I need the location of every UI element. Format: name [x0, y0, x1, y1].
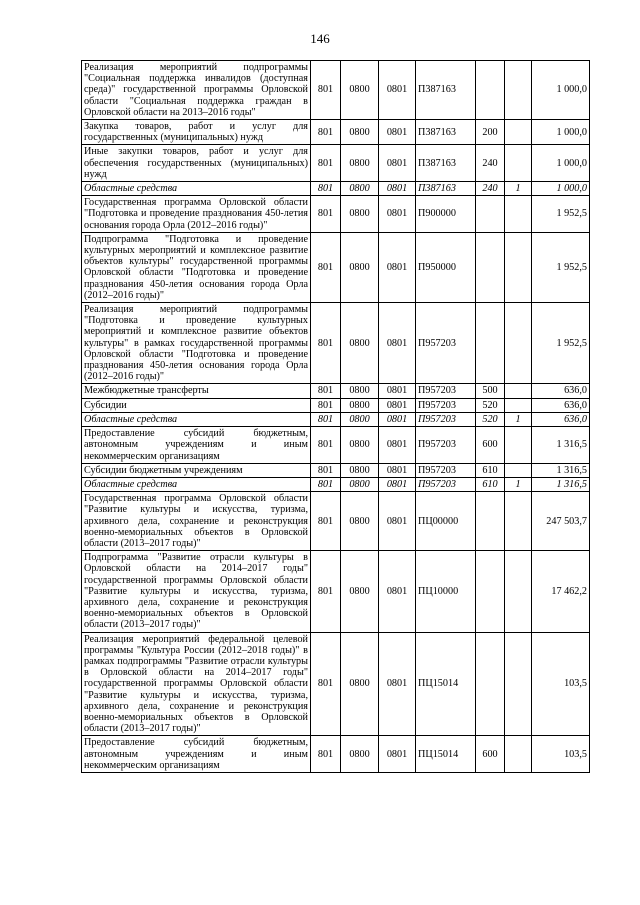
row-name: Закупка товаров, работ и услуг для государственных (муниципальных) нужд	[82, 120, 311, 145]
row-target-article: ПЦ15014	[416, 632, 476, 736]
row-funding-source: 1	[505, 412, 532, 426]
row-name: Областные средства	[82, 412, 311, 426]
row-subsection-code: 0801	[379, 398, 416, 412]
row-amount: 636,0	[532, 398, 590, 412]
row-section-code: 0800	[341, 61, 379, 120]
row-ministry-code: 801	[311, 736, 341, 773]
row-ministry-code: 801	[311, 384, 341, 398]
row-ministry-code: 801	[311, 120, 341, 145]
row-name: Предоставление субсидий бюджетным, автономным учреждениям и иным некоммерческим организациям	[82, 427, 311, 464]
row-subsection-code: 0801	[379, 196, 416, 233]
row-expense-type: 600	[476, 427, 505, 464]
row-section-code: 0800	[341, 384, 379, 398]
row-expense-type: 240	[476, 182, 505, 196]
row-subsection-code: 0801	[379, 463, 416, 477]
row-funding-source	[505, 463, 532, 477]
row-subsection-code: 0801	[379, 303, 416, 384]
row-name: Подпрограмма "Развитие отрасли культуры в Орловской области на 2014–2017 годы" государственной программы Орловской области "Развитие культуры и искусства, туризма, архивного дела, сохранение и реконструкция военно-мемориальных объектов в Орловской области (2013–2017 годы)"	[82, 551, 311, 632]
row-name: Реализация мероприятий подпрограммы "Социальная поддержка инвалидов (доступная среда)" государственной программы Орловской области "Социальная поддержка граждан в Орловской области на 2013–2016 годы"	[82, 61, 311, 120]
row-expense-type	[476, 303, 505, 384]
row-expense-type: 500	[476, 384, 505, 398]
row-subsection-code: 0801	[379, 736, 416, 773]
row-section-code: 0800	[341, 412, 379, 426]
row-name: Реализация мероприятий федеральной целевой программы "Культура России (2012–2018 годы)" в рамках подпрограммы "Развитие отрасли культуры в Орловской области на 2014–2017 годы" государственной программы Орловской области "Развитие культуры и искусства, туризма, архивного дела, сохранение и реконструкция военно-мемориальных объектов в Орловской области (2013–2017 годы)"	[82, 632, 311, 736]
row-ministry-code: 801	[311, 463, 341, 477]
row-name: Государственная программа Орловской области "Развитие культуры и искусства, туризма, архивного дела, сохранение и реконструкция военно-мемориальных объектов в Орловской области (2013–2017 годы)"	[82, 492, 311, 551]
table-row	[82, 232, 590, 302]
row-subsection-code: 0801	[379, 427, 416, 464]
row-funding-source	[505, 232, 532, 302]
row-section-code: 0800	[341, 477, 379, 491]
row-section-code: 0800	[341, 196, 379, 233]
row-expense-type	[476, 61, 505, 120]
row-funding-source	[505, 145, 532, 182]
row-name: Предоставление субсидий бюджетным, автономным учреждениям и иным некоммерческим организациям	[82, 736, 311, 773]
row-target-article: ПЦ10000	[416, 551, 476, 632]
row-amount: 636,0	[532, 384, 590, 398]
row-name: Субсидии	[82, 398, 311, 412]
row-amount: 1 952,5	[532, 303, 590, 384]
row-amount: 1 000,0	[532, 145, 590, 182]
row-amount: 247 503,7	[532, 492, 590, 551]
row-target-article: ПЦ15014	[416, 736, 476, 773]
row-ministry-code: 801	[311, 303, 341, 384]
row-amount: 1 316,5	[532, 463, 590, 477]
row-target-article: П387163	[416, 120, 476, 145]
row-subsection-code: 0801	[379, 145, 416, 182]
row-section-code: 0800	[341, 182, 379, 196]
row-subsection-code: 0801	[379, 492, 416, 551]
row-amount: 636,0	[532, 412, 590, 426]
row-expense-type	[476, 196, 505, 233]
row-name: Государственная программа Орловской области "Подготовка и проведение празднования 450-летия основания города Орла (2012–2016 годы)"	[82, 196, 311, 233]
row-ministry-code: 801	[311, 632, 341, 736]
table-row	[82, 61, 590, 120]
row-section-code: 0800	[341, 303, 379, 384]
row-expense-type: 520	[476, 398, 505, 412]
row-section-code: 0800	[341, 398, 379, 412]
row-subsection-code: 0801	[379, 120, 416, 145]
row-subsection-code: 0801	[379, 232, 416, 302]
row-ministry-code: 801	[311, 477, 341, 491]
row-name: Областные средства	[82, 182, 311, 196]
table-row	[82, 632, 590, 736]
row-name: Субсидии бюджетным учреждениям	[82, 463, 311, 477]
row-expense-type: 610	[476, 477, 505, 491]
row-amount: 1 000,0	[532, 182, 590, 196]
table-row	[82, 120, 590, 145]
row-funding-source	[505, 736, 532, 773]
row-target-article: П957203	[416, 412, 476, 426]
row-section-code: 0800	[341, 492, 379, 551]
row-ministry-code: 801	[311, 492, 341, 551]
row-name: Реализация мероприятий подпрограммы "Подготовка и проведение культурных мероприятий и комплексное развитие объектов культуры" в рамках государственной программы Орловской области "Подготовка и проведение празднования 450-летия основания города Орла (2012–2016 годы)"	[82, 303, 311, 384]
row-target-article: П387163	[416, 182, 476, 196]
row-target-article: П950000	[416, 232, 476, 302]
row-section-code: 0800	[341, 736, 379, 773]
table-row	[82, 427, 590, 464]
row-target-article: П957203	[416, 398, 476, 412]
budget-table	[81, 60, 590, 773]
row-ministry-code: 801	[311, 232, 341, 302]
row-target-article: ПЦ00000	[416, 492, 476, 551]
row-expense-type	[476, 632, 505, 736]
row-name: Подпрограмма "Подготовка и проведение культурных мероприятий и комплексное развитие объектов культуры" государственной программы Орловской области "Подготовка и проведение празднования 450-летия основания города Орла (2012–2016 годы)"	[82, 232, 311, 302]
row-amount: 1 316,5	[532, 477, 590, 491]
table-row	[82, 736, 590, 773]
row-amount: 1 952,5	[532, 232, 590, 302]
row-section-code: 0800	[341, 463, 379, 477]
row-funding-source: 1	[505, 477, 532, 491]
row-expense-type: 600	[476, 736, 505, 773]
row-expense-type: 520	[476, 412, 505, 426]
row-funding-source	[505, 61, 532, 120]
row-expense-type: 240	[476, 145, 505, 182]
row-target-article: П957203	[416, 463, 476, 477]
table-row	[82, 477, 590, 491]
row-ministry-code: 801	[311, 398, 341, 412]
page-number: 146	[310, 31, 330, 46]
row-ministry-code: 801	[311, 412, 341, 426]
row-amount: 1 952,5	[532, 196, 590, 233]
row-funding-source	[505, 632, 532, 736]
row-section-code: 0800	[341, 145, 379, 182]
row-expense-type	[476, 232, 505, 302]
row-ministry-code: 801	[311, 427, 341, 464]
row-ministry-code: 801	[311, 196, 341, 233]
row-funding-source	[505, 120, 532, 145]
table-row	[82, 182, 590, 196]
table-row	[82, 492, 590, 551]
row-funding-source	[505, 398, 532, 412]
row-target-article: П387163	[416, 145, 476, 182]
table-row	[82, 463, 590, 477]
table-row	[82, 196, 590, 233]
row-expense-type	[476, 492, 505, 551]
row-amount: 1 000,0	[532, 120, 590, 145]
row-amount: 103,5	[532, 632, 590, 736]
row-amount: 17 462,2	[532, 551, 590, 632]
row-subsection-code: 0801	[379, 477, 416, 491]
row-funding-source	[505, 384, 532, 398]
row-ministry-code: 801	[311, 182, 341, 196]
row-target-article: П957203	[416, 303, 476, 384]
row-funding-source	[505, 427, 532, 464]
table-row	[82, 303, 590, 384]
row-subsection-code: 0801	[379, 551, 416, 632]
row-subsection-code: 0801	[379, 632, 416, 736]
row-amount: 1 000,0	[532, 61, 590, 120]
row-funding-source	[505, 551, 532, 632]
row-funding-source	[505, 303, 532, 384]
row-section-code: 0800	[341, 427, 379, 464]
row-expense-type: 610	[476, 463, 505, 477]
row-name: Областные средства	[82, 477, 311, 491]
row-subsection-code: 0801	[379, 61, 416, 120]
table-row	[82, 412, 590, 426]
row-funding-source	[505, 492, 532, 551]
row-section-code: 0800	[341, 232, 379, 302]
row-amount: 103,5	[532, 736, 590, 773]
row-section-code: 0800	[341, 120, 379, 145]
table-row	[82, 398, 590, 412]
row-expense-type: 200	[476, 120, 505, 145]
row-expense-type	[476, 551, 505, 632]
row-name: Иные закупки товаров, работ и услуг для обеспечения государственных (муниципальных) нужд	[82, 145, 311, 182]
row-funding-source	[505, 196, 532, 233]
row-subsection-code: 0801	[379, 384, 416, 398]
table-row	[82, 551, 590, 632]
row-amount: 1 316,5	[532, 427, 590, 464]
table-row	[82, 384, 590, 398]
row-subsection-code: 0801	[379, 412, 416, 426]
row-target-article: П900000	[416, 196, 476, 233]
row-name: Межбюджетные трансферты	[82, 384, 311, 398]
row-section-code: 0800	[341, 632, 379, 736]
row-target-article: П957203	[416, 384, 476, 398]
row-target-article: П387163	[416, 61, 476, 120]
table-row	[82, 145, 590, 182]
row-funding-source: 1	[505, 182, 532, 196]
row-ministry-code: 801	[311, 61, 341, 120]
row-subsection-code: 0801	[379, 182, 416, 196]
row-section-code: 0800	[341, 551, 379, 632]
row-target-article: П957203	[416, 477, 476, 491]
row-target-article: П957203	[416, 427, 476, 464]
row-ministry-code: 801	[311, 551, 341, 632]
row-ministry-code: 801	[311, 145, 341, 182]
